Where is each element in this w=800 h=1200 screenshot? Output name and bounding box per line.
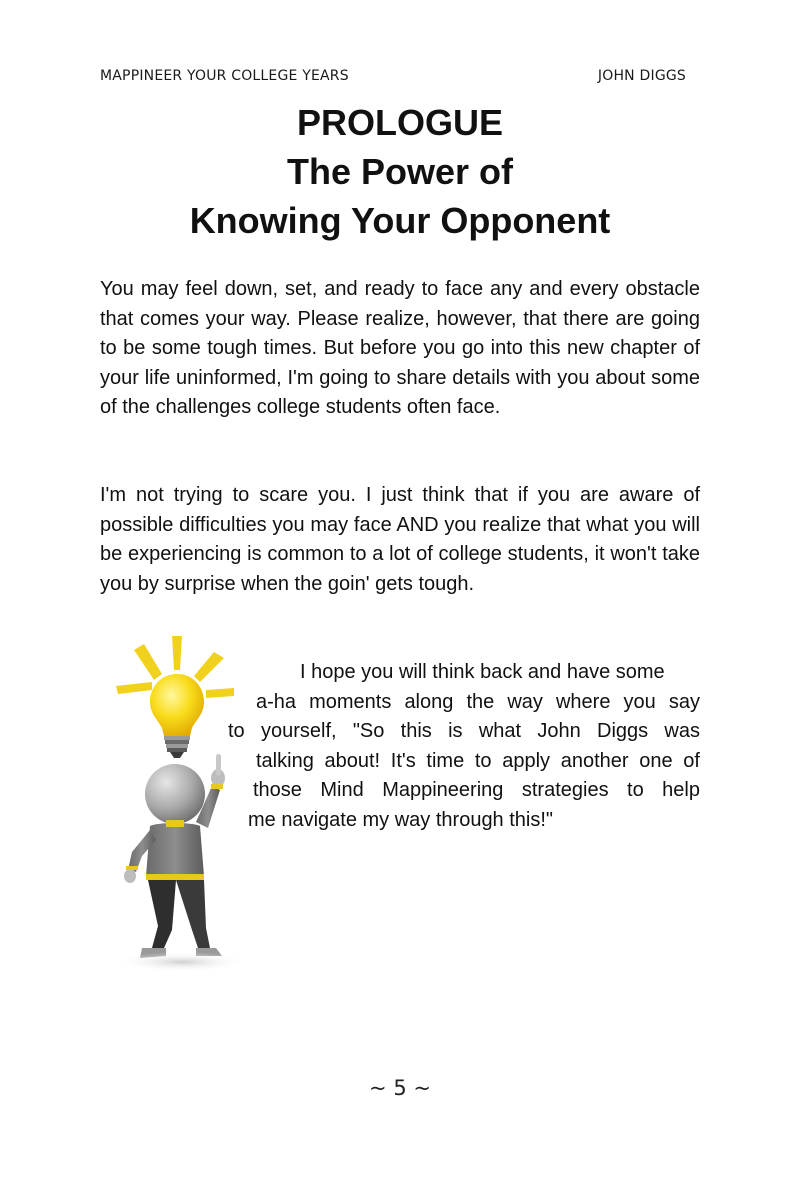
body-paragraph-1: You may feel down, set, and ready to face any and every obstacle that comes your way. Please realize, however, that there are going to be some tough times. But before you go into this new chapter of your life uninformed, I'm going to share details with you about some of the challenges college students often face.	[100, 278, 700, 418]
quote-line-5: those Mind Mappineering strategies to help	[253, 779, 700, 801]
body-paragraph-2: I'm not trying to scare you. I just think that if you are aware of possible difficulties you may face AND you realize that what you will be experiencing is common to a lot of college students, it won't take you by surprise when the goin' gets tough.	[100, 484, 700, 595]
book-title: MAPPINEER YOUR COLLEGE YEARS	[100, 68, 349, 84]
chapter-title-line-2: Knowing Your Opponent	[189, 200, 611, 241]
chapter-title-line-1: The Power of	[286, 151, 514, 192]
quote-line-2: a-ha moments along the way where you say	[256, 690, 700, 713]
quote-line-1: I hope you will think back and have some	[300, 661, 665, 683]
quote-block	[222, 658, 700, 835]
quote-line-4: talking about! It's time to apply another one of	[256, 749, 700, 772]
running-header	[100, 68, 686, 84]
author-name: JOHN DIGGS	[597, 68, 686, 84]
page-number: ~ 5 ~	[369, 1076, 431, 1100]
quote-line-3: to yourself, "So this is what John Diggs was	[228, 720, 700, 742]
chapter-label: PROLOGUE	[296, 102, 503, 143]
chapter-heading	[0, 98, 800, 245]
quote-line-6: me navigate my way through this!"	[248, 808, 554, 831]
